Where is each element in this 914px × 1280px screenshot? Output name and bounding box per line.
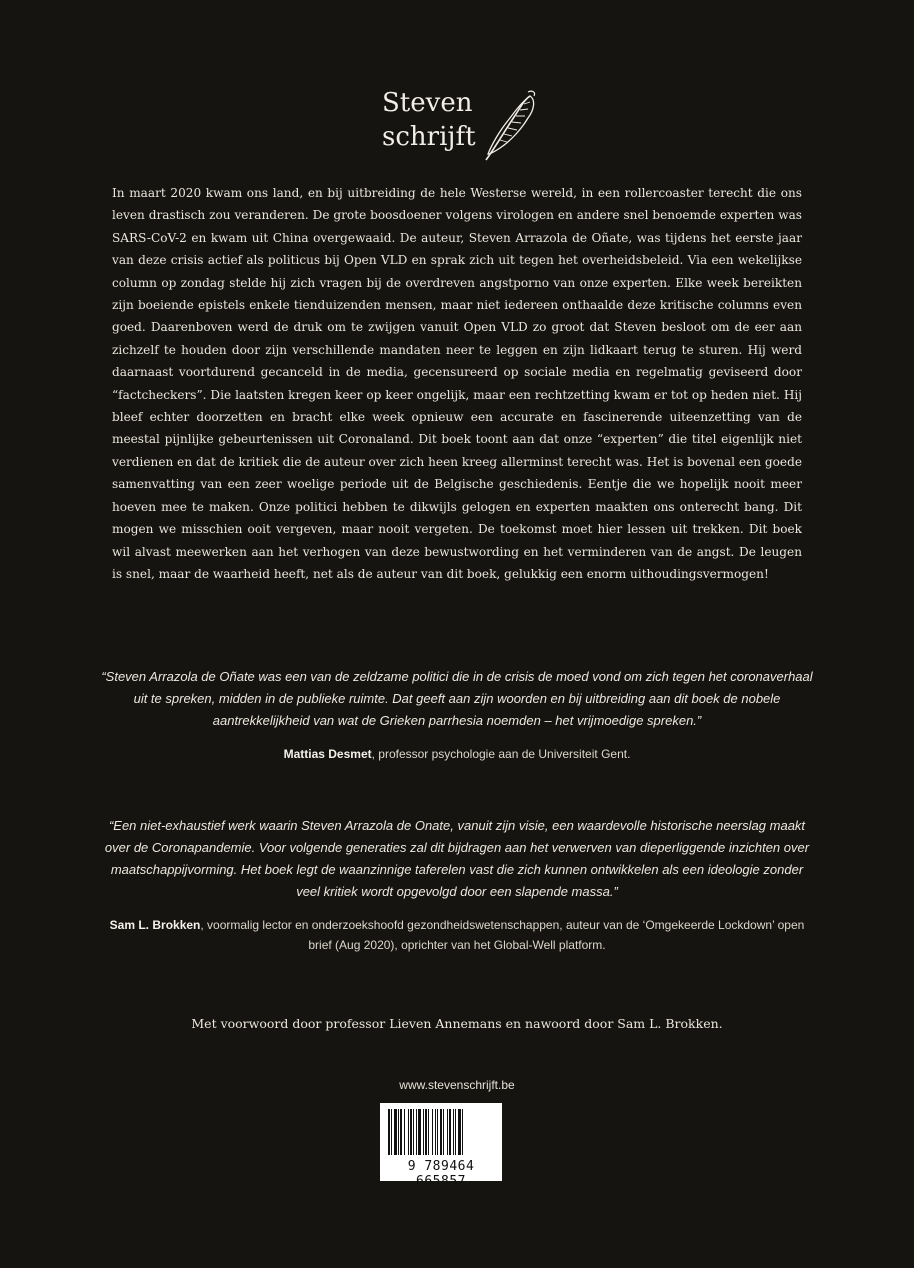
quote-author: Sam L. Brokken xyxy=(109,918,201,932)
logo-word-schrijft: schrijft xyxy=(382,122,476,152)
back-cover-blurb: In maart 2020 kwam ons land, en bij uitbreiding de hele Westerse wereld, in een rollercoaster terecht die ons leven drastisch zou veranderen. De grote boosdoener volgens virologen en andere snel benoemde experten was SARS-CoV-2 en kwam uit China overgewaaid. De auteur, Steven Arrazola de Oñate, was tijdens het eerste jaar van deze crisis actief als politicus bij Open VLD en sprak zich uit tegen het overheidsbeleid. Via een wekelijkse column op zondag stelde hij zich vragen bij de overdreven angstporno van onze experten. Elke week bereikten zijn boeiende epistels enkele tienduizenden mensen, maar niet iedereen onthaalde deze kritische columns even goed. Daarenboven werd de druk om te zwijgen vanuit Open VLD zo groot dat Steven besloot om de eer aan zichzelf te houden door zijn verschillende mandaten neer te leggen en zijn lidkaart terug te sturen. Hij werd daarnaast voortdurend gecanceld in de media, gecensureerd op sociale media en regelmatig geviseerd door “factcheckers”. Die laatsten kregen keer op keer ongelijk, maar een rechtzetting kwam er tot op heden niet. Hij bleef echter doorzetten en bracht elke week opnieuw een accurate en fascinerende uiteenzetting van de meestal pijnlijke gebeurtenissen uit Coronaland. Dit boek toont aan dat onze “experten” die titel eigenlijk niet verdienen en dat de kritiek die de auteur over zich heen kreeg allerminst terecht was. Het is bovenal een goede samenvatting van een zeer woelige periode uit de Belgische geschiedenis. Eentje die we hopelijk nooit meer hoeven mee te maken. Onze politici hebben te dikwijls gelogen en experten maakten ons onterecht bang. Dit mogen we misschien ooit vergeven, maar nooit vergeten. De toekomst moet hier lessen uit trekken. Dit boek wil alvast meewerken aan het verhogen van deze bewustwording en het verminderen van de angst. De leugen is snel, maar de waarheid heeft, net als de auteur van dit boek, gelukkig een enorm uithoudingsvermogen! xyxy=(112,186,802,581)
isbn-barcode xyxy=(380,1103,502,1189)
quote-desmet xyxy=(100,666,814,764)
feather-icon xyxy=(478,88,538,166)
quote-author-role: , professor psychologie aan de Universiteit Gent. xyxy=(371,747,631,761)
quote-text: “Steven Arrazola de Oñate was een van de zeldzame politici die in de crisis de moed vond om zich tegen het coronaverhaal uit te spreken, midden in de publieke ruimte. Dat geeft aan zijn woorden en bij uitbreiding aan dit boek de nobele aantrekkelijkheid van wat de Grieken parrhesia noemden – het vrijmoedige spreken.” xyxy=(101,669,813,728)
website-url: www.stevenschrijft.be xyxy=(399,1078,515,1092)
barcode-bars xyxy=(380,1103,502,1161)
quote-author: Mattias Desmet xyxy=(283,747,372,761)
foreword-note: Met voorwoord door professor Lieven Annemans en nawoord door Sam L. Brokken. xyxy=(191,1016,723,1031)
page-bottom-edge xyxy=(0,1268,914,1280)
isbn-number: 9 789464 665857 xyxy=(407,1159,475,1189)
quote-attribution xyxy=(100,915,814,955)
logo-word-steven: Steven xyxy=(382,88,473,118)
quote-attribution xyxy=(100,744,814,764)
quote-brokken xyxy=(100,815,814,955)
quote-author-role: , voormalig lector en onderzoekshoofd gezondheidswetenschappen, auteur van de ‘Omgekeerde Lockdown’ open brief (Aug 2020), oprichter van het Global-Well platform. xyxy=(200,918,805,952)
logo xyxy=(382,88,542,168)
quote-text: “Een niet-exhaustief werk waarin Steven Arrazola de Onate, vanuit zijn visie, een waardevolle historische neerslag maakt over de Coronapandemie. Voor volgende generaties zal dit bijdragen aan het verwerven van dieperliggende inzichten over maatschappijvorming. Het boek legt de waanzinnige taferelen vast die zich kunnen ontwikkelen als een ideologie zonder veel kritiek wordt opgevolgd door een slapende massa.” xyxy=(104,818,810,899)
